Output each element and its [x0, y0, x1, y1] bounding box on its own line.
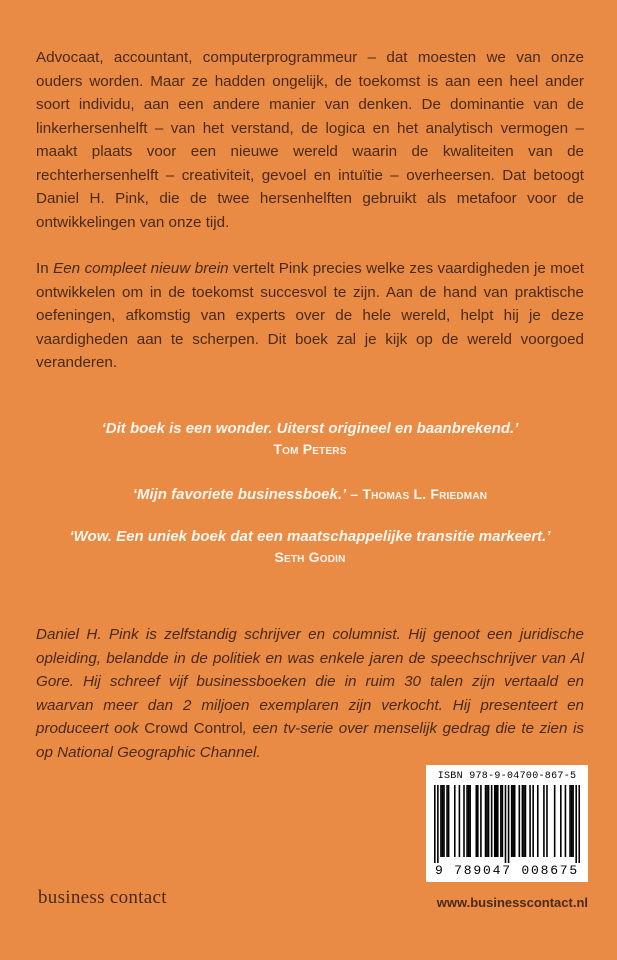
quote-text: ‘Mijn favoriete businessboek.’: [132, 486, 347, 503]
barcode-bar: [500, 785, 502, 857]
barcode-bar: [497, 785, 499, 857]
barcode-bar: [575, 785, 577, 863]
barcode-bar: [463, 785, 465, 857]
bio-before: Daniel H. Pink is zelfstandig schrijver en columnist. Hij genoot een juridische opleiding, belandde in de politiek en was enkele jaren de speechschrijver van Al Gore. Hij schreef vijf businessboeken die in ruim 30 talen zijn vertaald en waarvan meer dan 2 miljoen exemplaren zijn verkocht. Hij presenteert en produceert ook: [36, 626, 584, 737]
barcode-bars: [434, 785, 580, 863]
quote-text: ‘Wow. Een uniek boek dat een maatschappelijke transitie markeert.’: [69, 528, 551, 545]
barcode-bar: [454, 785, 456, 857]
barcode-bar: [488, 785, 490, 857]
barcode-bar: [522, 785, 524, 857]
barcode-bar: [495, 785, 497, 857]
barcode-bar: [459, 785, 461, 857]
barcode-bar: [448, 785, 450, 857]
summary-rest: vertelt Pink precies welke zes vaardigheden je moet ontwikkelen om in de toekomst succesvol te zijn. Aan de hand van praktische oefeningen, afkomstig van experts over de hele wereld, helpt hij je deze vaardigheden aan te scherpen. Dit boek zal je kijk op de wereld voorgoed veranderen.: [36, 260, 584, 371]
barcode-bar: [466, 785, 468, 857]
barcode-bar: [440, 785, 442, 857]
intro-paragraph: Advocaat, accountant, computerprogrammeur – dat moesten we van onze ouders worden. Maar ze hadden ongelijk, de toekomst is aan een heel ander soort individu, aan een andere manier van denken. De dominantie van de linkerhersenhelft – van het verstand, de logica en het analytisch vermogen – maakt plaats voor een nieuwe wereld waarin de kwaliteiten van de rechterhersenhelft – creativiteit, gevoel en intuïtie – overheersen. Dat betoogt Daniel H. Pink, die de twee hersenhelften gebruikt als metafoor voor de ontwikkelingen van onze tijd.: [36, 49, 584, 231]
quote-separator: –: [346, 486, 363, 502]
barcode-bar: [494, 785, 496, 857]
quote-tom-peters: [36, 418, 584, 460]
barcode-bar: [511, 785, 513, 857]
quote-text: ‘Dit boek is een wonder. Uiterst origineel en baanbrekend.’: [101, 420, 519, 437]
barcode-bar: [437, 785, 439, 863]
barcode-bar: [477, 785, 479, 857]
barcode-digits: 9 789047 008675: [434, 863, 580, 878]
barcode-bar: [554, 785, 556, 857]
barcode-bar: [442, 785, 444, 857]
barcode-bar: [546, 785, 548, 857]
barcode-bar: [502, 785, 504, 857]
barcode-bar: [565, 785, 567, 857]
barcode-bar: [508, 785, 510, 863]
summary-lead: In: [36, 260, 54, 277]
barcode-bar: [443, 785, 445, 857]
quote-author: Seth Godin: [274, 549, 346, 565]
barcode-bar: [543, 785, 545, 857]
bio-show-name: Crowd Control: [144, 720, 243, 737]
barcode-bar: [529, 785, 531, 857]
quote-seth-godin: [36, 526, 584, 568]
barcode-bar: [475, 785, 477, 857]
quote-author: Thomas L. Friedman: [362, 486, 488, 502]
barcode-bar: [485, 785, 487, 857]
barcode-bar: [572, 785, 574, 857]
barcode-bar: [532, 785, 534, 857]
publisher-website: www.businesscontact.nl: [436, 895, 588, 910]
barcode-bar: [571, 785, 573, 857]
isbn-barcode: [426, 765, 588, 882]
barcode-bar: [491, 785, 493, 857]
barcode-bar: [569, 785, 571, 857]
barcode-bar: [434, 785, 436, 863]
barcode-bar: [525, 785, 527, 857]
book-title: Een compleet nieuw brein: [53, 260, 229, 277]
barcode-bar: [578, 785, 580, 863]
barcode-bar: [523, 785, 525, 857]
barcode-bar: [486, 785, 488, 857]
barcode-bar: [514, 785, 516, 857]
bio-channel: National Geographic Channel: [57, 743, 257, 761]
quote-thomas-friedman: [36, 484, 584, 505]
barcode-bar: [469, 785, 471, 857]
barcode-bar: [537, 785, 539, 857]
barcode-bar: [446, 785, 448, 857]
quote-author: Tom Peters: [273, 441, 347, 457]
author-bio: [36, 623, 584, 764]
barcode-bar: [468, 785, 470, 857]
barcode-bar: [480, 785, 482, 857]
bio-middle: , een tv-serie over menselijk gedrag die te zien is op: [36, 720, 584, 761]
barcode-bar: [560, 785, 562, 857]
publisher-logo: business contact: [38, 887, 167, 908]
barcode-bar: [505, 785, 507, 863]
summary-paragraph: [36, 257, 584, 375]
barcode-bar: [519, 785, 521, 857]
barcode-bar: [512, 785, 514, 857]
bio-after: .: [256, 743, 261, 761]
isbn-label: ISBN 978-9-04700-867-5: [437, 771, 577, 782]
